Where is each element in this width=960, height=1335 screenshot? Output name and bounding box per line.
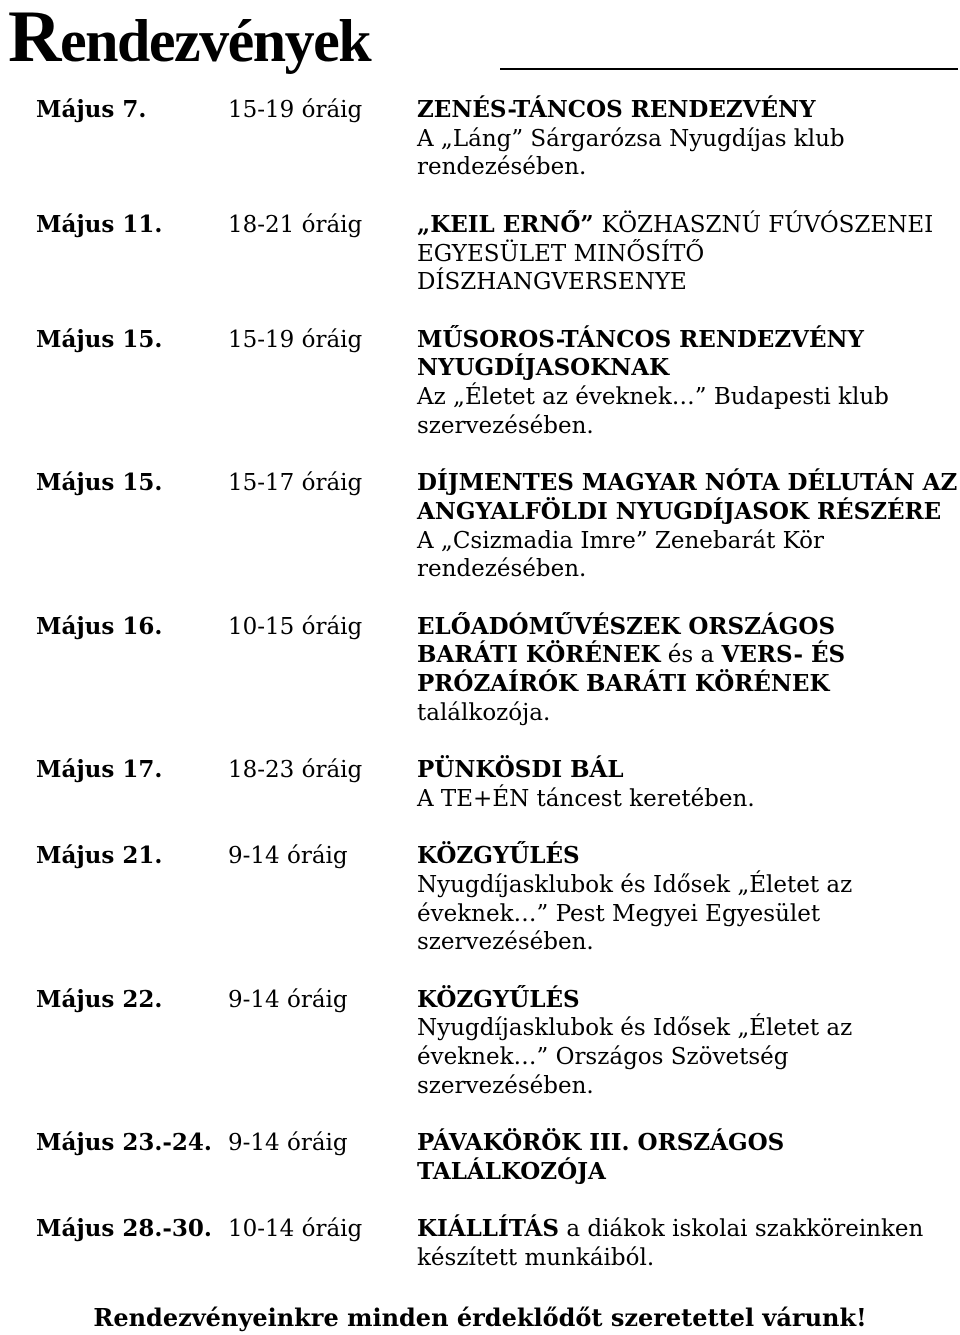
event-description-line — [417, 383, 952, 412]
event-detail-text: rendezésében. — [417, 154, 587, 181]
event-description-line — [417, 1072, 952, 1101]
event-title-text: VERS- ÉS — [721, 641, 846, 669]
event-description — [417, 613, 952, 728]
event-time: 15-19 óráig — [228, 97, 363, 123]
event-description-line — [417, 842, 952, 871]
event-title-text: ZENÉS-TÁNCOS RENDEZVÉNY — [417, 96, 816, 123]
event-row — [36, 756, 952, 813]
event-description-line — [417, 756, 952, 785]
event-title-text: KIÁLLÍTÁS — [417, 1215, 560, 1243]
event-description-line — [417, 240, 952, 269]
event-description-line — [417, 1043, 952, 1072]
event-detail-text: A „Csizmadia Imre” Zenebarát Kör — [417, 527, 825, 554]
event-description-line — [417, 1014, 952, 1043]
event-date: Május 7. — [36, 96, 147, 123]
event-description-line — [417, 613, 952, 642]
event-description-line — [417, 96, 952, 125]
event-description — [417, 986, 952, 1101]
event-detail-text: A TE+ÉN táncest keretében. — [417, 785, 755, 812]
event-detail-text: Nyugdíjasklubok és Idősek „Életet az — [417, 871, 853, 898]
event-detail-text: DÍSZHANGVERSENYE — [417, 269, 687, 296]
event-description — [417, 1129, 952, 1186]
event-description-line — [417, 555, 952, 584]
event-title-text: PRÓZAÍRÓK BARÁTI KÖRÉNEK — [417, 670, 830, 697]
event-title-text: PÁVAKÖRÖK III. ORSZÁGOS — [417, 1129, 785, 1157]
event-detail-text: szervezésében. — [417, 929, 594, 956]
event-list — [36, 96, 958, 1273]
event-time: 15-19 óráig — [228, 326, 363, 353]
event-row — [36, 96, 952, 182]
event-detail-text: szervezésében. — [417, 1072, 594, 1099]
event-row — [36, 469, 958, 584]
event-title-text: BARÁTI KÖRÉNEK — [417, 641, 661, 669]
event-description-line — [417, 986, 952, 1015]
event-time: 15-17 óráig — [228, 470, 363, 497]
event-description-line — [417, 211, 952, 240]
event-title-text: ANGYALFÖLDI NYUGDÍJASOK RÉSZÉRE — [417, 497, 942, 525]
event-time: 9-14 óráig — [228, 843, 348, 870]
event-date: Május 15. — [36, 325, 163, 353]
event-description — [417, 469, 958, 584]
event-time: 9-14 óráig — [228, 1130, 348, 1157]
event-detail-text: éveknek…” Országos Szövetség — [417, 1044, 789, 1071]
event-title-text: MŰSOROS-TÁNCOS RENDEZVÉNY — [417, 325, 864, 353]
event-time: 10-14 óráig — [228, 1216, 363, 1243]
event-detail-text: a diákok iskolai szakköreinken — [559, 1216, 924, 1243]
event-title-text: ELŐADÓMŰVÉSZEK ORSZÁGOS — [417, 612, 836, 640]
event-description-line — [417, 354, 952, 383]
event-date: Május 15. — [36, 469, 163, 497]
event-description-line — [417, 699, 952, 728]
event-detail-text: EGYESÜLET MINŐSÍTŐ — [417, 240, 705, 267]
page-title-initial: R — [8, 0, 60, 78]
event-date: Május 21. — [36, 842, 163, 870]
event-description-line — [417, 1129, 952, 1158]
event-description-line — [417, 670, 952, 699]
event-detail-text: szervezésében. — [417, 412, 594, 439]
event-description-line — [417, 900, 952, 929]
event-description — [417, 96, 952, 182]
event-detail-text: találkozója. — [417, 699, 551, 726]
event-description-line — [417, 153, 952, 182]
page-title-rest: endezvények — [59, 8, 371, 74]
event-description-line — [417, 1244, 952, 1273]
page-title — [8, 2, 370, 76]
event-description — [417, 756, 952, 813]
event-date: Május 11. — [36, 210, 163, 238]
event-row — [36, 211, 952, 297]
event-date: Május 16. — [36, 612, 163, 640]
event-detail-text: A „Láng” Sárgarózsa Nyugdíjas klub — [417, 125, 845, 152]
event-description-line — [417, 527, 952, 556]
event-title-text: KÖZGYŰLÉS — [417, 985, 580, 1013]
event-date: Május 17. — [36, 756, 163, 784]
event-description-line — [417, 785, 952, 814]
event-title-text: DÍJMENTES MAGYAR NÓTA DÉLUTÁN AZ — [417, 469, 958, 497]
event-detail-text: készített munkáiból. — [417, 1244, 655, 1271]
event-time: 18-21 óráig — [228, 211, 363, 238]
event-row — [36, 613, 952, 728]
event-title-text: PÜNKÖSDI BÁL — [417, 756, 624, 784]
event-description — [417, 1215, 952, 1272]
event-title-text: TALÁLKOZÓJA — [417, 1157, 606, 1185]
event-description — [417, 211, 952, 297]
event-description — [417, 842, 952, 957]
event-description-line — [417, 928, 952, 957]
event-description-line — [417, 498, 952, 527]
event-description-line — [417, 125, 952, 154]
event-title-text: „KEIL ERNŐ” — [417, 210, 602, 238]
event-description-line — [417, 469, 958, 498]
event-row — [36, 1129, 952, 1186]
event-date: Május 28.-30. — [36, 1215, 212, 1243]
event-description-line — [417, 412, 952, 441]
title-rule — [500, 68, 958, 70]
footer-message: Rendezvényeinkre minden érdeklődőt szeretettel várunk! — [93, 1303, 867, 1332]
event-description-line — [417, 268, 952, 297]
event-title-text: KÖZGYŰLÉS — [417, 842, 580, 870]
event-detail-text: Nyugdíjasklubok és Idősek „Életet az — [417, 1015, 853, 1042]
event-date: Május 22. — [36, 985, 163, 1013]
event-description — [417, 326, 952, 441]
event-row — [36, 326, 952, 441]
event-description-line — [417, 641, 952, 670]
event-detail-text: és a — [660, 642, 722, 669]
event-description-line — [417, 1158, 952, 1187]
event-row — [36, 1215, 952, 1272]
event-time: 18-23 óráig — [228, 757, 363, 784]
event-row — [36, 842, 952, 957]
event-time: 9-14 óráig — [228, 986, 348, 1013]
event-row — [36, 986, 952, 1101]
event-description-line — [417, 1215, 952, 1244]
event-description-line — [417, 326, 952, 355]
event-detail-text: Az „Életet az éveknek…” Budapesti klub — [417, 384, 889, 410]
event-description-line — [417, 871, 952, 900]
event-detail-text: rendezésében. — [417, 556, 587, 583]
event-date: Május 23.-24. — [36, 1129, 212, 1157]
event-title-text: NYUGDÍJASOKNAK — [417, 354, 670, 382]
event-time: 10-15 óráig — [228, 613, 363, 640]
event-detail-text: éveknek…” Pest Megyei Egyesület — [417, 900, 821, 927]
event-detail-text: KÖZHASZNÚ FÚVÓSZENEI — [601, 211, 934, 238]
